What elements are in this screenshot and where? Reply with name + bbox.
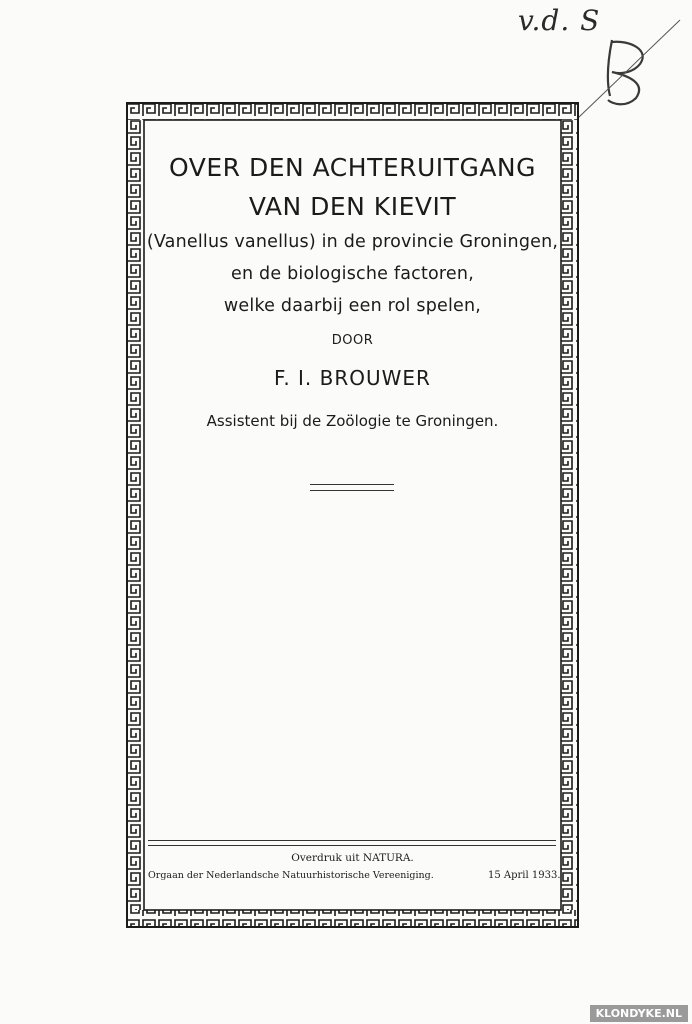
- handwritten-note: v.d. S: [518, 4, 601, 37]
- watermark-badge: KLONDYKE.NL: [590, 1005, 688, 1022]
- ornament-rule-bottom: [310, 490, 394, 491]
- title-line-1: OVER DEN ACHTERUITGANG: [169, 153, 536, 182]
- greek-key-border: [126, 102, 579, 928]
- author-affiliation: Assistent bij de Zoölogie te Groningen.: [206, 412, 499, 430]
- author-name: F. I. BROUWER: [274, 366, 431, 390]
- ornament-rule-top: [310, 484, 394, 485]
- by-label: DOOR: [331, 333, 374, 348]
- publisher-organ: Orgaan der Nederlandsche Natuurhistorische Vereeniging.: [148, 870, 434, 881]
- footer-rule-top: [148, 840, 556, 841]
- publication-date: 15 April 1933.: [488, 870, 561, 881]
- title-line-2: VAN DEN KIEVIT: [248, 192, 457, 221]
- subtitle-line-2: en de biologische factoren,: [231, 264, 474, 284]
- footer-rule-bottom: [148, 845, 556, 846]
- offprint-note: Overdruk uit NATURA.: [291, 852, 414, 864]
- subtitle-line-3: welke daarbij een rol spelen,: [223, 296, 482, 316]
- subtitle-line-1: (Vanellus vanellus) in de provincie Groningen,: [146, 232, 559, 252]
